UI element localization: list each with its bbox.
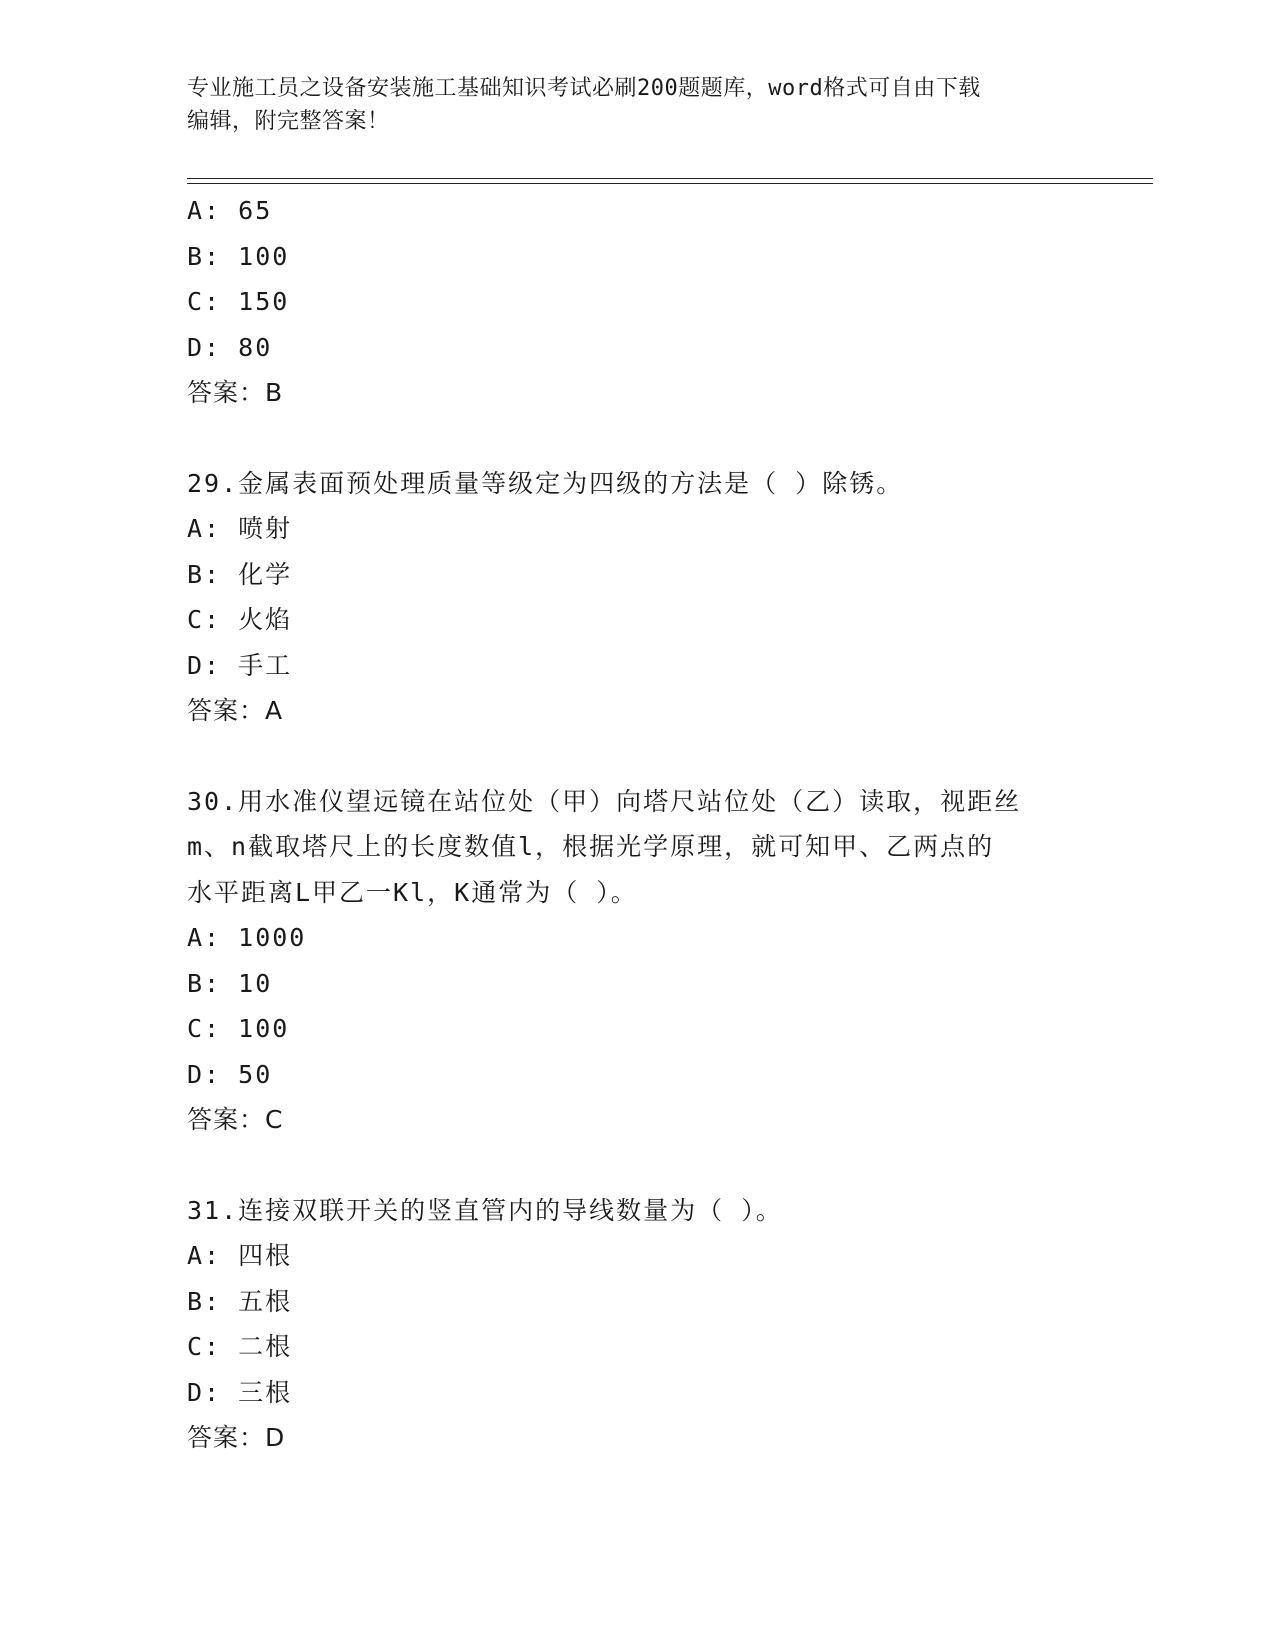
option-d: D: 80	[187, 332, 273, 362]
option-b: B: 五根	[187, 1286, 293, 1316]
option-a: A: 1000	[187, 923, 307, 952]
option-d: D: 手工	[187, 650, 293, 680]
question-stem-line-1: 30.用水准仪望远镜在站位处（甲）向塔尺站位处（乙）读取，视距丝	[187, 786, 1022, 816]
question-spacer	[187, 734, 1087, 779]
question-spacer	[187, 416, 1087, 461]
option-b: B: 10	[187, 968, 273, 998]
question-stem-line-2: m、n截取塔尺上的长度数值l，根据光学原理，就可知甲、乙两点的	[187, 832, 995, 861]
question-spacer	[187, 1143, 1087, 1188]
header-title-line-2: 编辑，附完整答案！	[187, 109, 390, 134]
answer-label: 答案：D	[187, 1423, 286, 1452]
header-divider-bottom	[187, 183, 1153, 184]
answer-label: 答案：A	[187, 696, 284, 725]
answer-label: 答案：C	[187, 1105, 284, 1134]
document-header	[187, 72, 1067, 138]
question-30	[187, 779, 1087, 1143]
option-d: D: 50	[187, 1059, 273, 1089]
question-28	[187, 188, 1087, 416]
option-b: B: 100	[187, 241, 290, 271]
question-29	[187, 461, 1087, 734]
question-stem-line-3: 水平距离L甲乙一Kl，K通常为（ ）。	[187, 877, 638, 907]
option-b: B: 化学	[187, 559, 293, 589]
question-31	[187, 1188, 1087, 1461]
option-a: A: 65	[187, 196, 273, 225]
answer-label: 答案：B	[187, 378, 284, 407]
option-c: C: 火焰	[187, 605, 293, 634]
question-list	[187, 188, 1087, 1461]
option-c: C: 150	[187, 287, 290, 316]
header-title-line-1: 专业施工员之设备安装施工基础知识考试必刷200题题库，word格式可自由下载	[187, 76, 981, 101]
question-stem: 31.连接双联开关的竖直管内的导线数量为（ ）。	[187, 1195, 783, 1225]
option-c: C: 100	[187, 1014, 290, 1043]
question-stem: 29.金属表面预处理质量等级定为四级的方法是（ ）除锈。	[187, 468, 904, 498]
option-a: A: 四根	[187, 1241, 293, 1270]
header-divider-top	[187, 178, 1153, 179]
option-c: C: 二根	[187, 1332, 293, 1361]
option-d: D: 三根	[187, 1377, 293, 1407]
option-a: A: 喷射	[187, 514, 293, 543]
